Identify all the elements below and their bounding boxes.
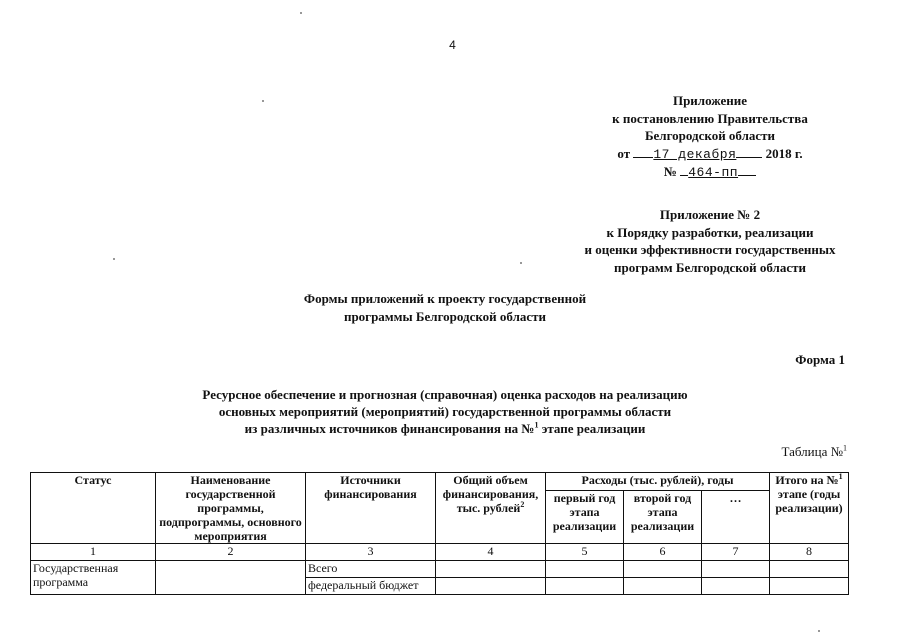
value-cell <box>546 561 624 578</box>
forms-title-line1: Формы приложений к проекту государственной <box>303 291 587 306</box>
appendix2-header <box>560 206 860 276</box>
scan-speck <box>262 100 264 102</box>
column-number: 1 <box>31 544 156 561</box>
column-number: 5 <box>546 544 624 561</box>
doc-title-line1: Ресурсное обеспечение и прогнозная (справочная) оценка расходов на реализацию <box>202 387 688 402</box>
program-name-cell <box>156 561 306 595</box>
form-label: Форма 1 <box>795 352 845 367</box>
number-prefix: № <box>663 164 677 179</box>
table-row <box>31 561 849 578</box>
value-cell <box>624 578 702 595</box>
source-cell: федеральный бюджет <box>306 578 436 595</box>
source-cell: Всего <box>306 561 436 578</box>
column-number: 4 <box>436 544 546 561</box>
appendix-line3: Белгородской области <box>644 128 776 143</box>
forms-title-line2: программы Белгородской области <box>343 308 547 324</box>
header-more: … <box>702 491 770 544</box>
date-prefix: от <box>617 145 631 161</box>
scan-speck <box>300 12 302 14</box>
header-total: Общий объем финансирования, тыс. рублей$^2$ <box>436 473 546 544</box>
status-cell: Государственная программа <box>31 561 156 595</box>
header-second-year: второй год этапа реализации <box>624 491 702 544</box>
forms-title <box>250 290 640 325</box>
appendix2-line2: к Порядку разработки, реализации <box>606 224 814 240</box>
table-label: Таблица №$^1$ <box>781 443 847 459</box>
value-cell <box>770 578 849 595</box>
appendix2-line4: программ Белгородской области <box>614 259 806 275</box>
column-number: 8 <box>770 544 849 561</box>
document-title <box>160 386 730 437</box>
value-cell <box>624 561 702 578</box>
scan-speck <box>113 258 115 260</box>
appendix-title: Приложение <box>672 93 748 108</box>
value-cell <box>546 578 624 595</box>
appendix2-line3: и оценки эффективности государственных <box>584 242 836 257</box>
column-number: 3 <box>306 544 436 561</box>
resource-table <box>30 472 849 595</box>
page-number: 4 <box>449 38 456 52</box>
value-cell <box>770 561 849 578</box>
doc-title-line2: основных мероприятий (мероприятий) государственной программы области <box>218 404 672 419</box>
header-expenses: Расходы (тыс. рублей), годы <box>546 473 770 491</box>
appendix2-line1: Приложение № 2 <box>659 207 761 222</box>
header-sources: Источники финансирования <box>306 473 436 544</box>
value-cell <box>436 561 546 578</box>
column-number: 6 <box>624 544 702 561</box>
date-suffix: 2018 г. <box>765 145 803 161</box>
value-cell <box>702 578 770 595</box>
appendix-header <box>560 92 860 182</box>
appendix-line2: к постановлению Правительства <box>612 110 808 126</box>
header-first-year: первый год этапа реализации <box>546 491 624 544</box>
header-itogo: Итого на №$^1$ этапе (годы реализации) <box>770 473 849 544</box>
number-value: 464-пп <box>688 165 739 180</box>
value-cell <box>436 578 546 595</box>
column-number: 7 <box>702 544 770 561</box>
column-number-row <box>31 544 849 561</box>
appendix-date <box>560 145 860 164</box>
value-cell <box>702 561 770 578</box>
scan-speck <box>818 630 820 632</box>
doc-title-line3: из различных источников финансирования на №$^1$ этапе реализации <box>244 420 646 436</box>
header-status: Статус <box>31 473 156 544</box>
date-value: 17 декабря <box>653 146 737 162</box>
appendix-number <box>560 163 860 182</box>
column-number: 2 <box>156 544 306 561</box>
scan-speck <box>520 262 522 264</box>
header-name: Наименование государственной программы, подпрограммы, основного мероприятия <box>156 473 306 544</box>
